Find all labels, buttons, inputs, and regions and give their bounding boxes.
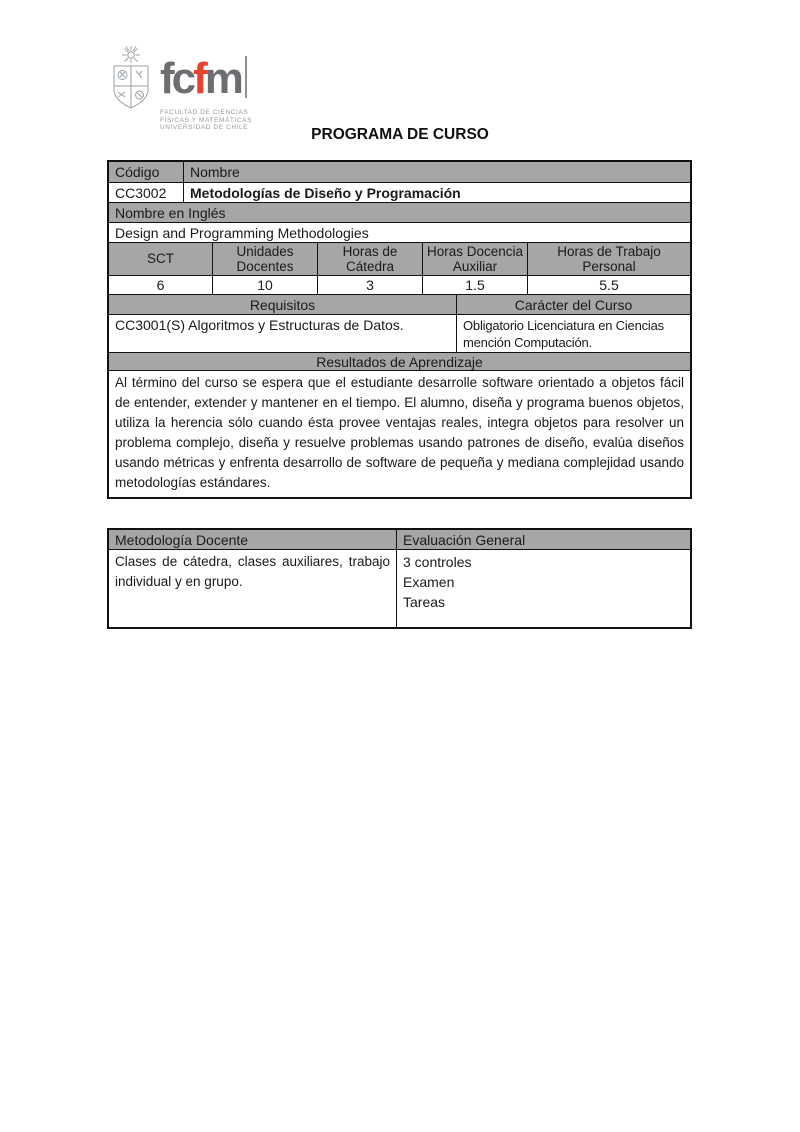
caracter-header: Carácter del Curso <box>456 295 690 314</box>
caracter-value: Obligatorio Licenciatura en Ciencias mención Computación. <box>456 315 690 352</box>
fcfm-wordmark <box>160 54 241 103</box>
horas-catedra-value: 3 <box>317 276 422 294</box>
wordmark-bar <box>245 56 247 98</box>
requisitos-header: Requisitos <box>109 295 456 314</box>
metodologia-value: Clases de cátedra, clases auxiliares, trabajo individual y en grupo. <box>115 554 390 589</box>
table-row-method-headers <box>109 530 690 549</box>
nombre-header: Nombre <box>183 162 690 182</box>
methodology-table <box>107 528 692 629</box>
metodologia-header: Metodología Docente <box>109 530 396 549</box>
table-row-english-value <box>109 222 690 242</box>
table-row-code-name-header <box>109 162 690 182</box>
nombre-value: Metodologías de Diseño y Programación <box>183 183 690 202</box>
wordmark-f-red: f <box>193 54 205 103</box>
horas-docencia-auxiliar-header: Horas Docencia Auxiliar <box>422 243 527 275</box>
sct-header: SCT <box>109 243 212 275</box>
caption-line-1: FACULTAD DE CIENCIAS <box>160 109 249 116</box>
horas-trabajo-personal-value: 5.5 <box>527 276 690 294</box>
page-title: PROGRAMA DE CURSO <box>311 126 489 143</box>
table-row-code-name-value <box>109 182 690 202</box>
wordmark-fc: fc <box>160 54 194 103</box>
requisitos-value: CC3001(S) Algoritmos y Estructuras de Datos. <box>115 317 404 333</box>
codigo-value: CC3002 <box>115 184 167 201</box>
horas-catedra-header: Horas de Cátedra <box>317 243 422 275</box>
evaluacion-value <box>396 550 690 627</box>
caption-line-3: UNIVERSIDAD DE CHILE <box>160 124 249 131</box>
resultados-header: Resultados de Aprendizaje <box>109 353 690 370</box>
fcfm-logo <box>108 45 252 132</box>
codigo-header: Código <box>109 162 183 182</box>
table-row-requisitos-header <box>109 294 690 314</box>
unidades-docentes-header: Unidades Docentes <box>212 243 317 275</box>
unidades-docentes-value: 10 <box>212 276 317 294</box>
sct-value: 6 <box>156 277 165 293</box>
horas-docencia-auxiliar-value: 1.5 <box>422 276 527 294</box>
caption-line-2: FÍSICAS Y MATEMÁTICAS <box>160 116 253 124</box>
resultados-text: Al término del curso se espera que el estudiante desarrolle software orientado a objetos fácil de entender, extender y mantener en el tiempo. El alumno, diseña y programa buenos objetos, utiliza la herencia sólo cuando ésta provee ventajas reales, integra objetos para resolver un problema complejo, diseña y resuelve problemas usando patrones de diseño, evalúa diseños usando métricas y enfrenta desarrollo de software de pequeña y mediana complejidad usando metodologías estándares. <box>115 375 684 490</box>
course-info-table <box>107 160 692 499</box>
university-crest-icon <box>108 45 154 111</box>
table-row-requisitos-value <box>109 314 690 352</box>
wordmark-m: m <box>204 54 241 103</box>
evaluacion-header: Evaluación General <box>396 530 690 549</box>
evaluacion-item-tareas: Tareas <box>403 594 446 610</box>
nombre-ingles-value: Design and Programming Methodologies <box>115 224 369 241</box>
table-row-english-header <box>109 202 690 222</box>
table-row-credit-values <box>109 275 690 294</box>
table-row-method-values <box>109 549 690 627</box>
table-row-credit-headers <box>109 242 690 275</box>
table-row-resultados-header <box>109 352 690 370</box>
evaluacion-item-controles: 3 controles <box>403 554 472 570</box>
evaluacion-item-examen: Examen <box>403 574 455 590</box>
table-row-resultados-text <box>109 370 690 497</box>
nombre-ingles-header: Nombre en Inglés <box>109 203 690 222</box>
horas-trabajo-personal-header: Horas de Trabajo Personal <box>527 243 690 275</box>
